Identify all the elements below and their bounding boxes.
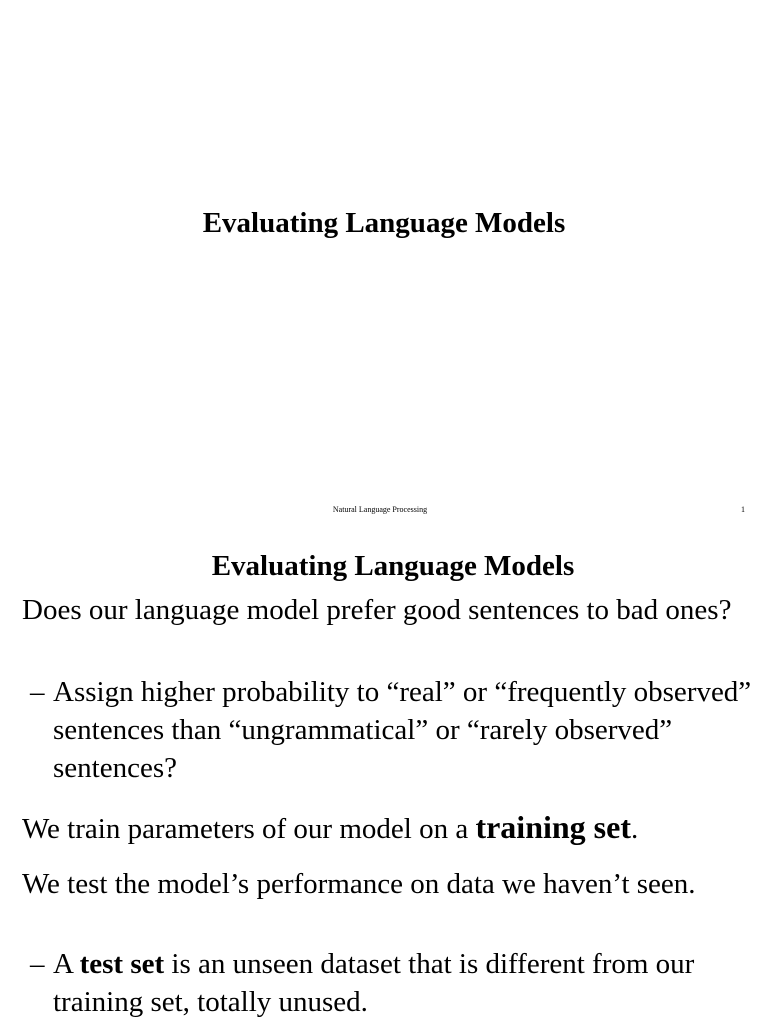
bullet-item [0,865,760,903]
bullet-icon [0,591,1,629]
sub-bullet-text [0,945,760,1021]
sub-bullet-text: Assign higher probability to “real” or “frequently observed” sentences than “ungrammatical” or “rarely observed” sentences? [53,676,752,784]
bullet-item [0,808,760,848]
sub-bullet-item [0,945,760,1021]
bullet-text: Does our language model prefer good sentences to bad ones? [22,594,732,626]
page-number: 1 [741,505,745,514]
sub-bullet-text-part: A [53,948,80,980]
slide-footer: Natural Language Processing [332,505,428,514]
emphasis-test-set: test set [79,948,165,980]
sub-bullet-text-part: is an unseen dataset that is different from our training set, totally unused. [53,948,695,1018]
dash-icon: – [30,948,45,980]
bullet-icon [0,865,1,903]
sub-bullet-item [0,673,760,787]
bullet-text-part: We train parameters of our model on a [22,813,476,845]
slide-2 [0,525,768,1024]
slide-1-title: Evaluating Language Models [202,207,566,239]
dash-icon: – [30,676,45,708]
slide-2-title: Evaluating Language Models [211,550,575,582]
bullet-text [0,808,760,848]
emphasis-training-set: training set [475,809,631,845]
bullet-icon [0,808,1,846]
bullet-text: We test the model’s performance on data we haven’t seen. [22,868,696,900]
bullet-text-part: . [630,813,639,845]
bullet-item [0,591,760,629]
